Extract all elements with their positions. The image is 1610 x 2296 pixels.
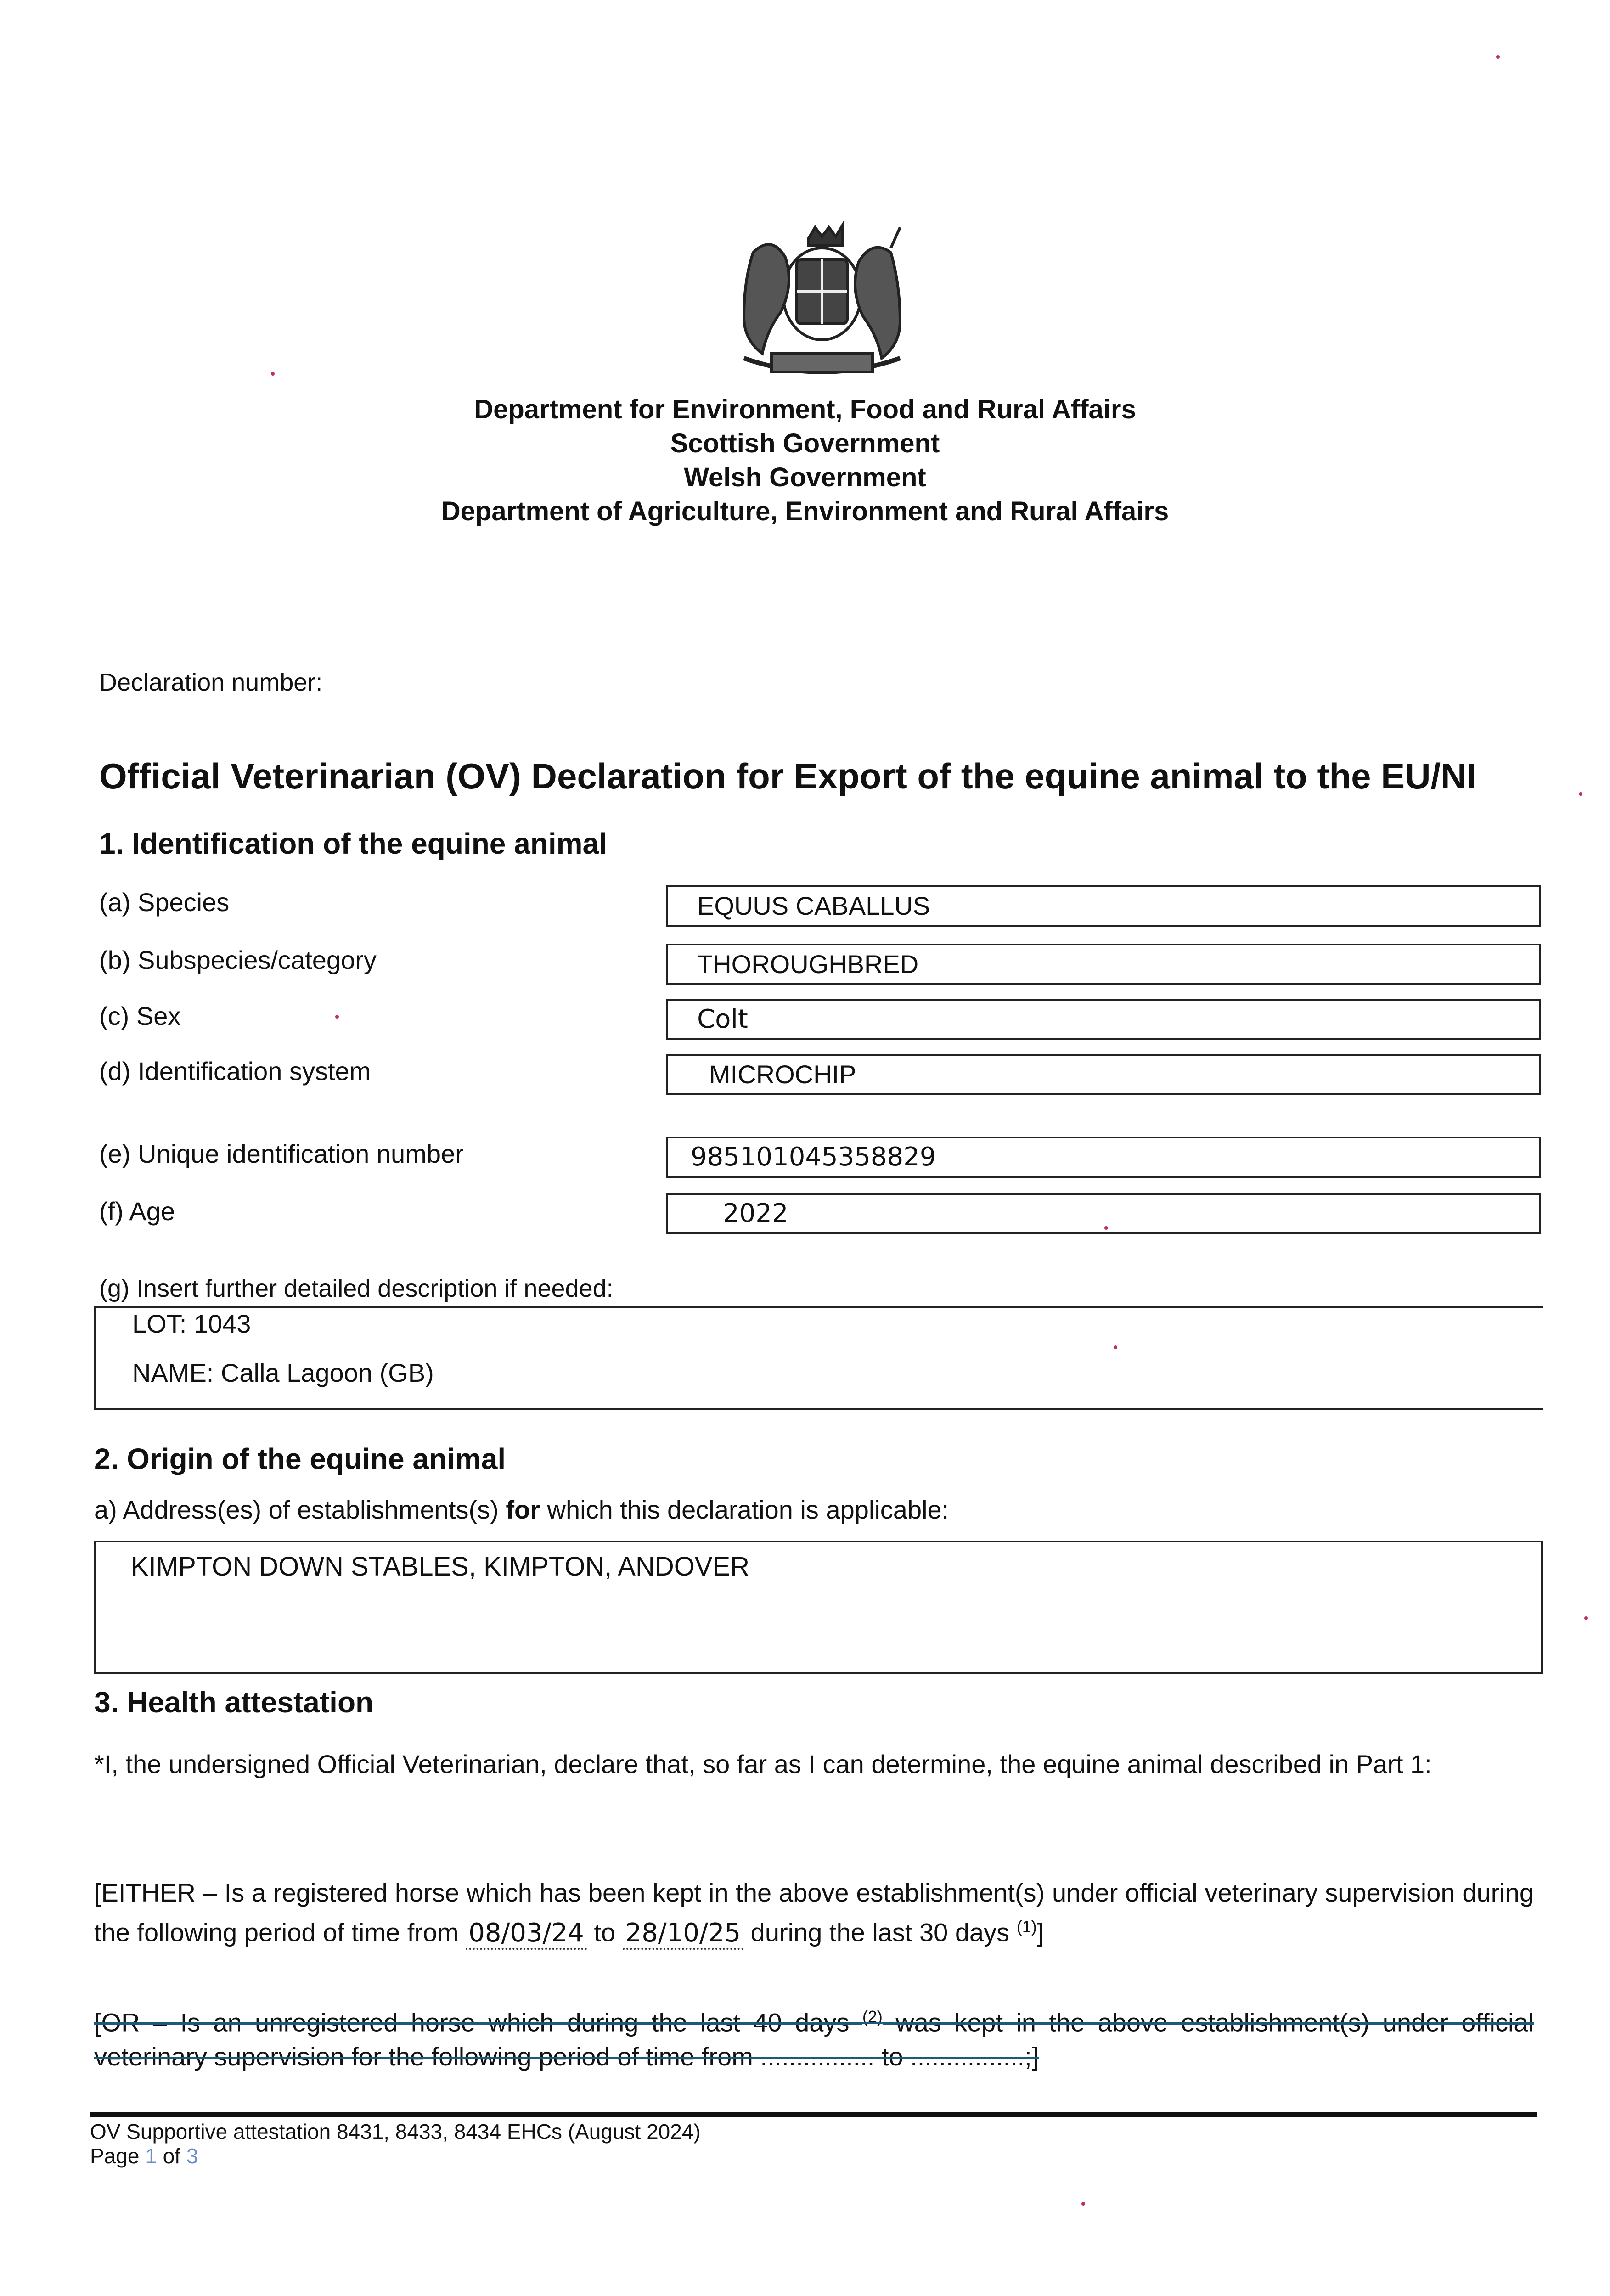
age-label: (f) Age [99, 1197, 175, 1226]
either-clause: [EITHER – Is a registered horse which has been kept in the above establishment(s) under official veterinary supervision during the following period of time from 08/03/24 to 28/10/25 during the last 30 days $^{(1)}$] [94, 1876, 1534, 1950]
scan-speck [1584, 1616, 1588, 1620]
age-field[interactable]: 2022 [666, 1193, 1541, 1234]
footer-divider [90, 2112, 1537, 2117]
header-dept-2: Scottish Government [670, 428, 940, 458]
footer-form-reference: OV Supportive attestation 8431, 8433, 8434 EHCs (August 2024) [90, 2120, 701, 2144]
section1-heading: 1. Identification of the equine animal [99, 827, 607, 860]
scan-speck [271, 372, 275, 376]
description-label: (g) Insert further detailed description if needed: [99, 1275, 614, 1302]
or-clause-struck: [OR – Is an unregistered horse which during the last 40 days $^{(2)}$ was kept in the above establishment(s) under official veterinary supervision for the following period of time from ................ to ................;] [94, 2007, 1534, 2071]
description-lot: LOT: 1043 [132, 1309, 251, 1338]
scan-speck [1081, 2202, 1085, 2206]
scan-speck [1114, 1345, 1117, 1349]
supervision-from-date[interactable]: 08/03/24 [466, 1918, 587, 1950]
identification-system-label: (d) Identification system [99, 1057, 371, 1086]
scan-speck [1104, 1226, 1108, 1230]
footer-page-number: Page 1 of 3 [90, 2144, 198, 2168]
supervision-to-date[interactable]: 28/10/25 [623, 1918, 744, 1950]
sex-label: (c) Sex [99, 1002, 181, 1030]
species-field[interactable]: EQUUS CABALLUS [666, 885, 1541, 927]
header-dept-4: Department of Agriculture, Environment and Rural Affairs [441, 496, 1169, 526]
scan-speck [1496, 55, 1500, 59]
scan-speck [1579, 792, 1582, 796]
section2-heading: 2. Origin of the equine animal [94, 1442, 506, 1475]
address-label: a) Address(es) of establishments(s) for which this declaration is applicable: [94, 1495, 949, 1524]
unique-id-label: (e) Unique identification number [99, 1139, 464, 1168]
header-dept-3: Welsh Government [684, 462, 926, 492]
address-value: KIMPTON DOWN STABLES, KIMPTON, ANDOVER [131, 1552, 750, 1581]
sex-field[interactable]: Colt [666, 999, 1541, 1040]
subspecies-field[interactable]: THOROUGHBRED [666, 944, 1541, 985]
header-dept-1: Department for Environment, Food and Rural Affairs [474, 394, 1136, 424]
identification-system-field[interactable]: MICROCHIP [666, 1054, 1541, 1095]
scan-speck [335, 1015, 339, 1019]
declaration-number-label: Declaration number: [99, 669, 323, 696]
page-title: Official Veterinarian (OV) Declaration for Export of the equine animal to the EU/NI [99, 756, 1477, 796]
subspecies-label: (b) Subspecies/category [99, 945, 377, 974]
unique-id-field[interactable]: 985101045358829 [666, 1137, 1541, 1178]
royal-coat-of-arms-icon [716, 220, 928, 386]
description-name: NAME: Calla Lagoon (GB) [132, 1358, 434, 1387]
attestation-intro: *I, the undersigned Official Veterinarian, declare that, so far as I can determine, the equine animal described in Part 1: [94, 1750, 1432, 1778]
species-label: (a) Species [99, 888, 230, 917]
section3-heading: 3. Health attestation [94, 1686, 374, 1719]
